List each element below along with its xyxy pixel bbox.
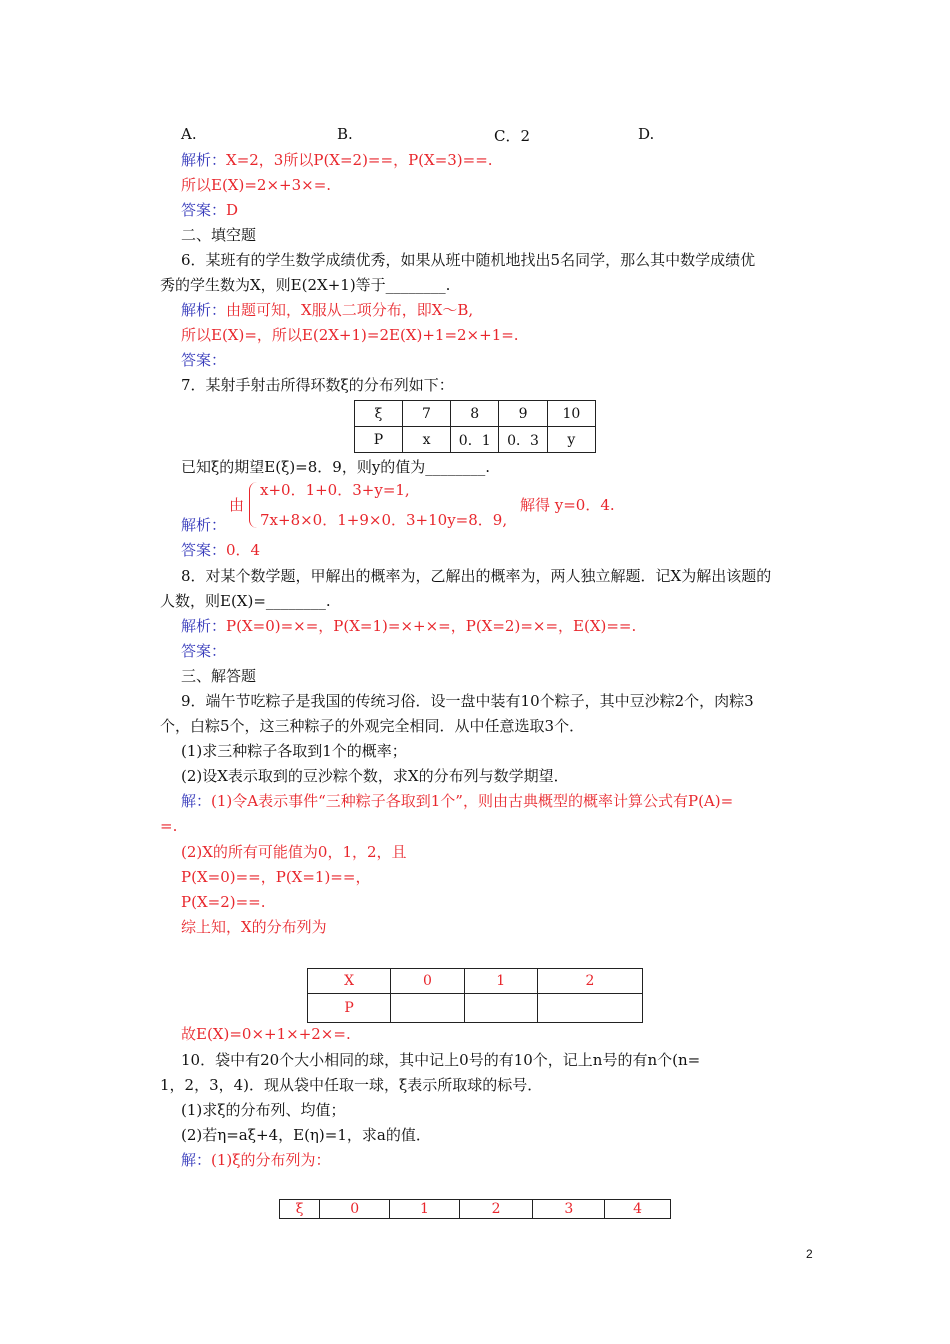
table-cell: 0 xyxy=(320,1200,390,1219)
table-cell: x xyxy=(403,427,451,453)
answer-text: 0．4 xyxy=(226,541,261,559)
q7-condition: 已知ξ的期望E(ξ)=8．9，则y的值为________. xyxy=(181,458,491,476)
option-d: D. xyxy=(638,125,655,143)
table-cell: P xyxy=(308,994,391,1023)
q7-answer xyxy=(181,540,260,560)
q8-stem-2: 人数，则E(X)=________. xyxy=(160,592,331,610)
answer-text: D xyxy=(226,201,239,219)
q9-solution-4: P(X=2)==. xyxy=(181,893,266,911)
q7-you: 由 xyxy=(229,496,245,514)
q7-analysis-label: 解析： xyxy=(181,516,227,534)
analysis-label: 解析： xyxy=(181,151,227,169)
table-cell: P xyxy=(355,427,403,453)
table-row xyxy=(308,969,643,994)
q7-stem: 7．某射手射击所得环数ξ的分布列如下： xyxy=(181,376,454,394)
table-cell: 10 xyxy=(547,401,595,427)
q7-solve: 解得 y=0．4. xyxy=(520,496,615,514)
q8-answer-label: 答案： xyxy=(181,642,227,660)
analysis-text: P(X=0)=×=，P(X=1)=×+×=，P(X=2)=×=，E(X)==. xyxy=(226,617,637,635)
table-cell xyxy=(391,994,464,1023)
q9-solution-2: (2)X的所有可能值为0，1，2，且 xyxy=(181,843,407,861)
table-cell xyxy=(464,994,537,1023)
table-cell: 1 xyxy=(390,1200,460,1219)
table-cell: 0．1 xyxy=(451,427,499,453)
option-c: C．2 xyxy=(494,127,531,145)
q9-part-1: (1)求三种粽子各取到1个的概率； xyxy=(181,742,407,760)
table-cell: 0．3 xyxy=(499,427,547,453)
table-cell: 2 xyxy=(459,1200,533,1219)
q6-analysis xyxy=(181,300,473,320)
q5-answer xyxy=(181,200,238,220)
table-cell: 0 xyxy=(391,969,464,994)
q7-equation-2: 7x+8×0．1+9×0．3+10y=8．9, xyxy=(260,511,508,529)
table-cell xyxy=(537,994,642,1023)
table-cell: X xyxy=(308,969,391,994)
q7-distribution-table xyxy=(354,400,596,453)
section-heading-fill-in: 二、填空题 xyxy=(181,226,257,244)
equation-brace xyxy=(249,482,260,528)
table-cell: y xyxy=(547,427,595,453)
table-cell: 3 xyxy=(533,1200,605,1219)
q8-stem-1: 8．对某个数学题，甲解出的概率为，乙解出的概率为，两人独立解题．记X为解出该题的 xyxy=(181,567,772,585)
q10-part-2: (2)若η=aξ+4，E(η)=1，求a的值． xyxy=(181,1126,431,1144)
q10-distribution-table xyxy=(279,1199,671,1219)
q5-analysis xyxy=(181,150,493,170)
q10-stem-2: 1，2，3，4)．现从袋中任取一球，ξ表示所取球的标号． xyxy=(160,1076,543,1094)
q9-stem-1: 9．端午节吃粽子是我国的传统习俗．设一盘中装有10个粽子，其中豆沙粽2个，肉粽3 xyxy=(181,692,754,710)
q10-stem-1: 10．袋中有20个大小相同的球，其中记上0号的有10个，记上n号的有n个(n= xyxy=(181,1051,701,1069)
answer-label: 答案： xyxy=(181,541,227,559)
table-cell: 7 xyxy=(403,401,451,427)
q6-stem-1: 6．某班有的学生数学成绩优秀，如果从班中随机地找出5名同学，那么其中数学成绩优 xyxy=(181,251,756,269)
q9-solution-1 xyxy=(181,791,733,811)
q7-equation-1: x+0．1+0．3+y=1, xyxy=(260,481,410,499)
q9-solution-3: P(X=0)==，P(X=1)==， xyxy=(181,868,371,886)
option-a: A. xyxy=(181,125,197,143)
q9-solution-6: 故E(X)=0×+1×+2×=. xyxy=(181,1025,351,1043)
table-cell: 1 xyxy=(464,969,537,994)
q9-part-2: (2)设X表示取到的豆沙粽个数，求X的分布列与数学期望． xyxy=(181,767,569,785)
q5-analysis-2: 所以E(X)=2×+3×=. xyxy=(181,176,332,194)
q10-solution-1 xyxy=(181,1150,331,1170)
table-row xyxy=(355,427,596,453)
q10-part-1: (1)求ξ的分布列、均值； xyxy=(181,1101,346,1119)
analysis-text: X=2，3所以P(X=2)==，P(X=3)==. xyxy=(226,151,493,169)
option-b: B. xyxy=(337,125,353,143)
q6-analysis-2: 所以E(X)=，所以E(2X+1)=2E(X)+1=2×+1=. xyxy=(181,326,519,344)
q6-stem-2: 秀的学生数为X，则E(2X+1)等于________. xyxy=(160,276,451,294)
solution-text: (1)ξ的分布列为： xyxy=(211,1151,331,1169)
analysis-label: 解析： xyxy=(181,617,227,635)
solution-text: (1)令A表示事件“三种粽子各取到1个”，则由古典概型的概率计算公式有P(A)= xyxy=(211,792,734,810)
page-number: 2 xyxy=(806,1247,813,1261)
q9-distribution-table xyxy=(307,968,643,1023)
q8-analysis xyxy=(181,616,636,636)
answer-label: 答案： xyxy=(181,201,227,219)
table-cell: 9 xyxy=(499,401,547,427)
q9-solution-1b: =. xyxy=(160,817,178,835)
analysis-label: 解析： xyxy=(181,301,227,319)
table-cell: 2 xyxy=(537,969,642,994)
table-cell: ξ xyxy=(280,1200,320,1219)
solution-label: 解： xyxy=(181,1151,212,1169)
table-cell: 4 xyxy=(605,1200,671,1219)
table-row xyxy=(308,994,643,1023)
analysis-text: 由题可知，X服从二项分布，即X～B, xyxy=(226,301,474,319)
table-cell: ξ xyxy=(355,401,403,427)
table-row xyxy=(355,401,596,427)
q9-solution-5: 综上知，X的分布列为 xyxy=(181,918,327,936)
table-cell: 8 xyxy=(451,401,499,427)
section-heading-solutions: 三、解答题 xyxy=(181,667,257,685)
table-row xyxy=(280,1200,671,1219)
q9-stem-2: 个，白粽5个，这三种粽子的外观完全相同．从中任意选取3个． xyxy=(160,717,585,735)
q6-answer-label: 答案： xyxy=(181,351,227,369)
solution-label: 解： xyxy=(181,792,212,810)
